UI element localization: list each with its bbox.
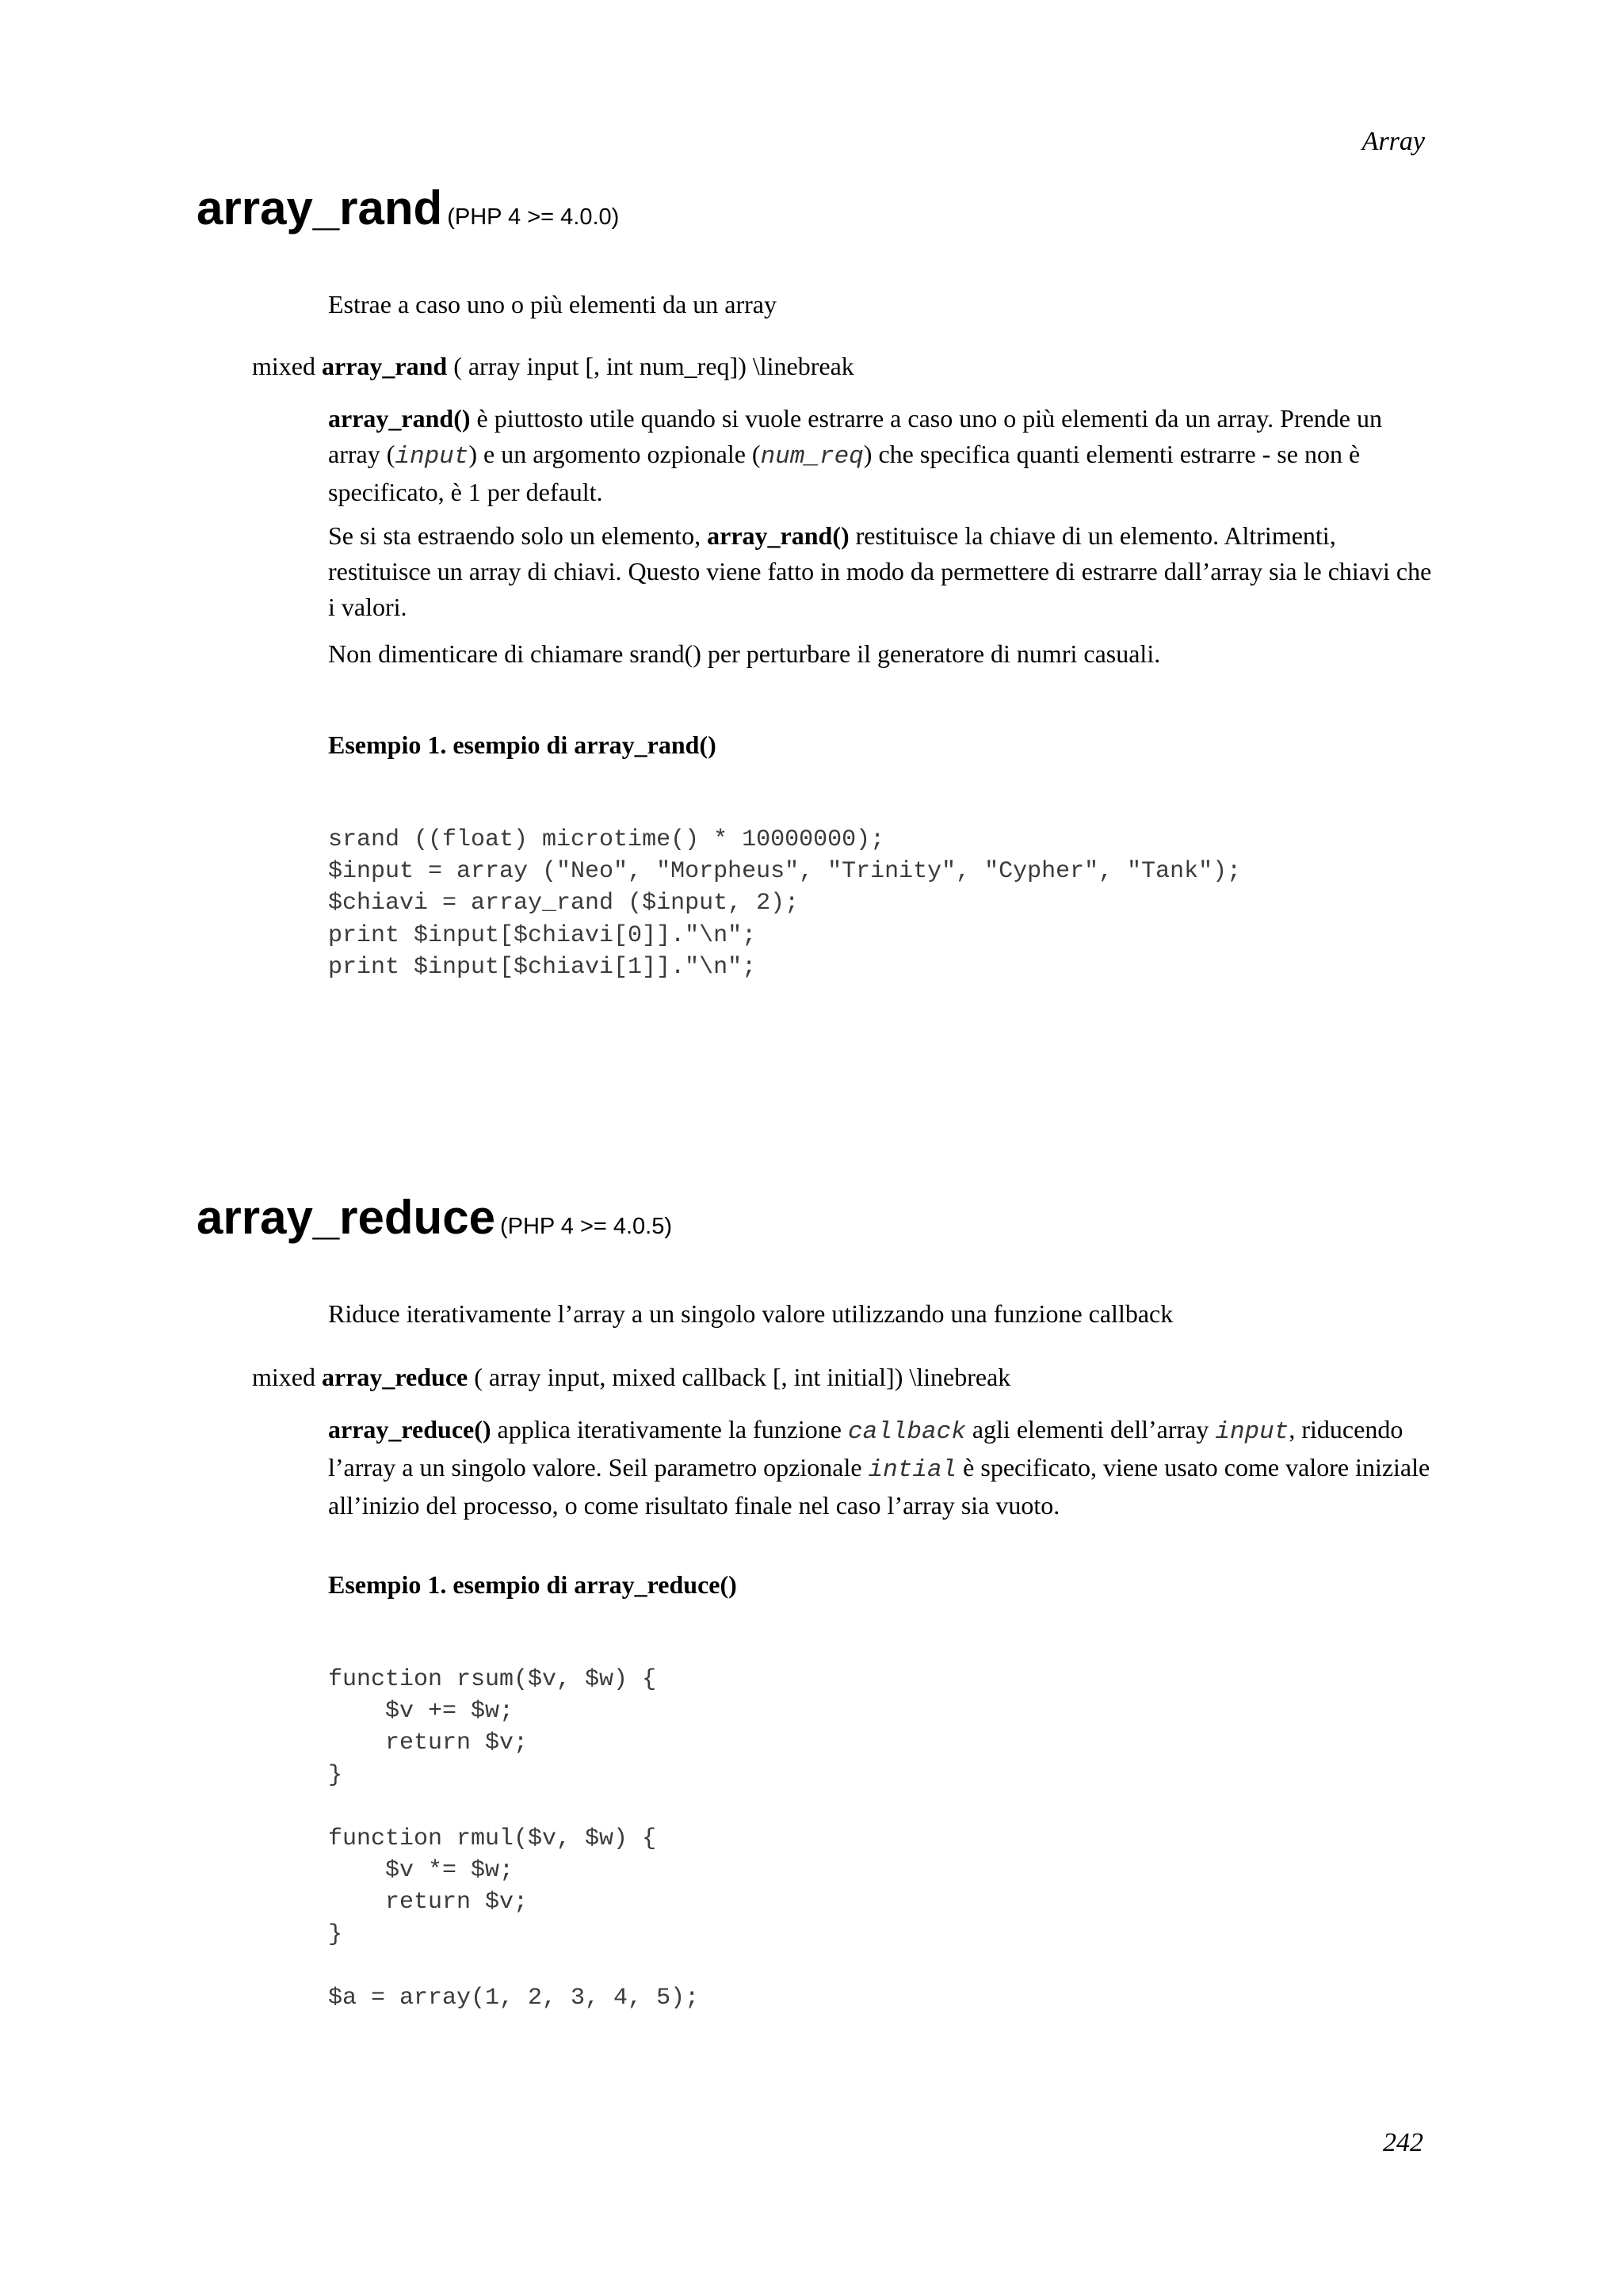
parameter-ref: callback [848,1418,966,1446]
paragraph-text: applica iterativamente la funzione [491,1415,848,1444]
paragraph-text: è specificato, viene usato come valore iniziale all’inizio del processo, o come risultato finale nel caso l’array sia vuoto. [328,1453,1430,1520]
example-title: Esempio 1. esempio di array_rand() [328,730,716,759]
paragraph-text: è piuttosto utile quando si vuole estrarre a caso uno o più elementi da un array. Prende un array ( [328,404,1382,468]
function-purpose: Riduce iterativamente l’array a un singolo valore utilizzando una funzione callback [328,1299,1174,1328]
function-synopsis [252,352,854,381]
return-type: mixed [252,1363,315,1391]
description-paragraph [328,518,1438,625]
code-example: function rsum($v, $w) { $v += $w; return $v; } function rmul($v, $w) { $v *= $w; return $v; } $a = array(1, 2, 3, 4, 5); [328,1666,700,2012]
paragraph-text: ) e un argomento ozpionale ( [468,440,761,468]
return-type: mixed [252,352,315,380]
parameter-ref: intial [868,1456,957,1484]
code-example: srand ((float) microtime() * 10000000); $input = array ("Neo", "Morpheus", "Trinity", "Cypher", "Tank"); $chiavi = array_rand ($input, 2); print $input[$chiavi[0]]."\n"; print $input[$chiavi[1]]."\n"; [328,826,1242,981]
function-name: array_rand [197,181,443,235]
function-ref: array_reduce() [328,1415,491,1444]
description-paragraph [328,401,1438,510]
function-name: array_reduce [197,1191,495,1244]
page-number: 242 [1383,2128,1423,2157]
parameter-ref: input [395,443,469,471]
paragraph-text: restituisce la chiave di un elemento. Altrimenti, restituisce un array di chiavi. Questo viene fatto in modo da permettere di estrarre dall’array sia le chiavi che i valori. [328,521,1432,621]
paragraph-text: , riducendo l’array a un singolo valore. Seil parametro opzionale [328,1415,1403,1482]
running-header: Array [1361,127,1425,156]
synopsis-function-name: array_rand [321,352,448,380]
paragraph-text: Se si sta estraendo solo un elemento, [328,521,708,550]
description-paragraph [328,1412,1438,1524]
description-paragraph: Non dimenticare di chiamare srand() per perturbare il generatore di numri casuali. [328,639,1161,668]
paragraph-text: ) che specifica quanti elementi estrarre - se non è specificato, è 1 per default. [328,440,1361,506]
synopsis-function-name: array_reduce [321,1363,468,1391]
version-note: (PHP 4 >= 4.0.0) [447,204,620,230]
function-synopsis [252,1363,1010,1392]
parameter-ref: num_req [760,443,864,471]
function-title-array-rand [197,181,619,235]
paragraph-text: agli elementi dell’array [965,1415,1216,1444]
function-ref: array_rand() [328,404,471,433]
function-purpose: Estrae a caso uno o più elementi da un array [328,290,777,318]
version-note: (PHP 4 >= 4.0.5) [499,1214,673,1239]
example-title: Esempio 1. esempio di array_reduce() [328,1570,737,1599]
synopsis-params: ( array input, mixed callback [, int initial]) \linebreak [468,1363,1011,1391]
function-title-array-reduce [197,1190,672,1245]
synopsis-params: ( array input [, int num_req]) \linebreak [447,352,854,380]
parameter-ref: input [1215,1418,1289,1446]
function-ref: array_rand() [707,521,850,550]
